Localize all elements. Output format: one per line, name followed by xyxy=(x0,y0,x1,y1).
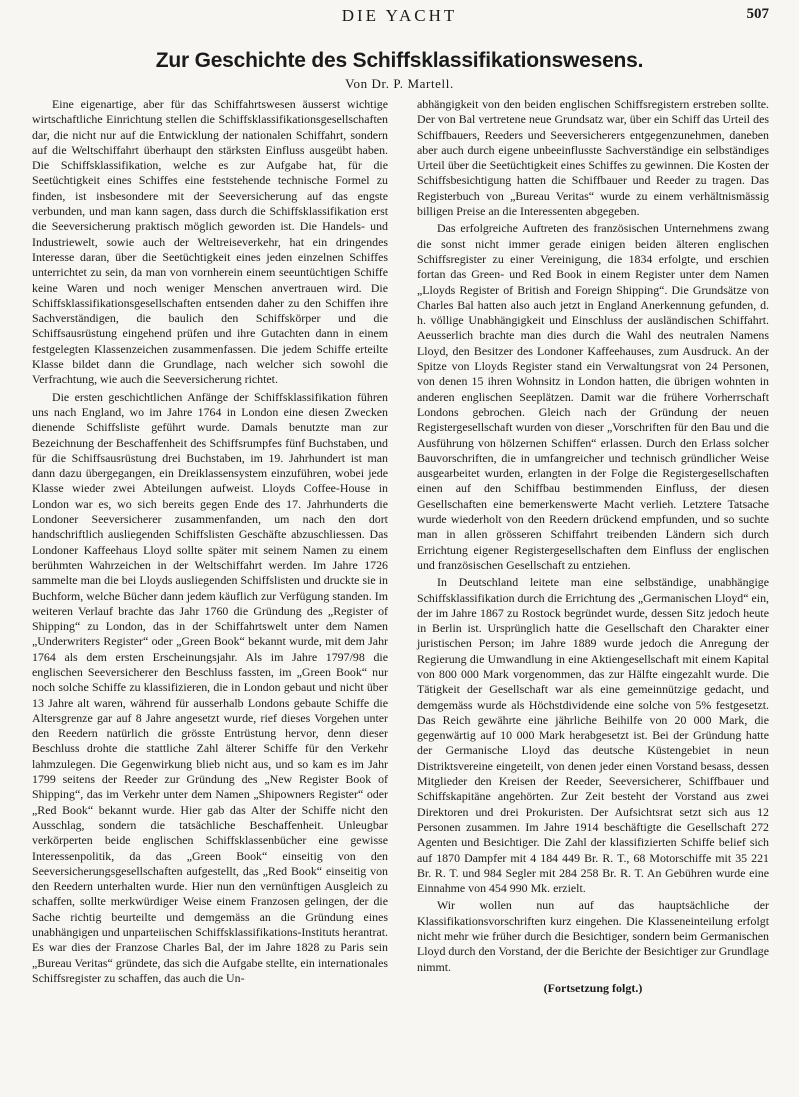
paragraph-continuation: abhängigkeit von den beiden englischen Schiffsregistern erstreben sollte. Der von Bal vertretene neue Grundsatz war, über ein Schiff das Urteil des Schiffbauers, Reeders und Seeversicherers entgegenzunehmen, daneben aber auch durch eigene unbeeinflusste Sachverständige ein selbständiges Urteil über die Seetüchtigkeit eines Schiffes zu gewinnen. Die Kosten der Schiffsbesichtigung hatten die Schiffbauer und Reeder zu tragen. Das Registerbuch von „Bureau Veritas“ wurde zu einem verhältnismässig billigen Preise an die Interessenten abgegeben. xyxy=(417,97,769,219)
paragraph: Das erfolgreiche Auftreten des französischen Unternehmens zwang die sonst nicht immer gerade einigen beiden älteren englischen Schiffsregister zu einer Vereinigung, die 1834 erfolgte, und erschien fortan das Green- und Red Book in einem Register unter dem Namen „Lloyds Register of British and Foreign Shipping“. Die Grundsätze von Charles Bal hatten also auch jetzt in England Anerkennung gefunden, d. h. völlige Unabhängigkeit und Einschluss der ausländischen Schiffahrt. Aeusserlich brachte man dies durch die Wahl des neutralen Namens Lloyd, den Besitzer des Londoner Kaffeehauses, zum Ausdruck. An der Spitze von Lloyds Register stand ein Verwaltungsrat von 24 Personen, von denen 15 ihren Wohnsitz in London hatten, die übrigen wohnten in anderen englischen Seeplätzen. Damit war die frühere Vorherrschaft Londons gebrochen. Gleich nach der Gründung der neuen Registergesellschaft wurden von dieser „Vorschriften für den Bau und die Ausführung von hölzernen Schiffen“ erlassen. Durch den Erlass solcher Bauvorschriften, die in umfangreicher und technisch gründlicher Weise ausgearbeitet wurden, erlangten in der Folge die Registergesellschaften einen auf den Schiffbau bestimmenden Einfluss, der diesen Gesellschaften eine bemerkenswerte Macht verlieh. Letztere Tatsache wurde wiederholt von den Reedern drückend empfunden, und so suchte man in allen grösseren Schiffahrt treibenden Ländern sich durch Errichtung eigener Registergesellschaften dem Einfluss der englischen und französischen Gesellschaft zu entziehen. xyxy=(417,221,769,572)
page-number: 507 xyxy=(746,6,769,22)
journal-name: DIE YACHT xyxy=(341,6,458,25)
article-title: Zur Geschichte des Schiffsklassifikationswesens. xyxy=(155,49,644,72)
continued-note: (Fortsetzung folgt.) xyxy=(543,980,643,995)
paragraph: Wir wollen nun auf das hauptsächliche der Klassifikationsvorschriften kurz eingehen. Die Klasseneinteilung erfolgt nicht mehr wie früher durch die Besichtiger, sondern beim Germanischen Lloyd durch den Vorstand, der die Berichte der Besichtiger zur Grundlage nimmt. xyxy=(417,898,769,974)
paragraph: Die ersten geschichtlichen Anfänge der Schiffsklassifikation führen uns nach England, wo im Jahre 1764 in London eine diesen Zwecken dienende Schiffsliste geführt wurde. Damals benutzte man zur Bezeichnung der Beschaffenheit des Schiffsrumpfes fünf Buchstaben, und für die Schiffsausrüstung drei Buchstaben, im 19. Jahrhundert ist man dann dazu übergegangen, ein Dreiklassensystem einzuführen, wobei jede Klasse wieder zwei Abteilungen aufweist. Lloyds Coffee-House in London war es, wo sich bereits gegen Ende des 17. Jahrhunderts die Londoner Seeversicherer zusammenfanden, um nach den dort handschriftlich ausliegenden Schiffslisten Geschäfte abzuschliessen. Das Londoner Kaffeehaus Lloyd sollte später mit seinem Namen zu einem berühmten Wahrzeichen in der Weltschiffahrt werden. Im Jahre 1726 sammelte man die bei Lloyds ausliegenden Schiffslisten und druckte sie in Buchform, welche Bücher dann jedem käuflich zur Verfügung standen. Im weiteren Verlauf brachte das Jahr 1760 die Gründung des „Register of Shipping“ zu London, das in der Schiffahrtswelt unter dem Namen „Underwriters Register“ oder „Green Book“ bekannt wurde, mit dem Jahr 1764 als dem ersten Erscheinungsjahr. Als im Jahre 1797/98 die englischen Seeversicherer den Beschluss fassten, im „Green Book“ nur noch solche Schiffe zu klassifizieren, die in London gebaut und nicht über 13 Jahre alt waren, während für ausserhalb Londons gebaute Schiffe die Altersgrenze gar auf 8 Jahre angesetzt wurde, rief dieses Vorgehen unter den Reedern natürlich die grösste Entrüstung hervor, denn dieser Beschluss drohte die stattliche Zahl älterer Schiffe für den Verkehr lahmzulegen. Die Gegenwirkung blieb nicht aus, und so kam es im Jahr 1799 seitens der Reeder zur Gründung des „New Register Book of Shipping“, das im Verkehr unter dem Namen „Shipowners Register“ oder „Red Book“ bekannt wurde. Hier gab das Alter der Schiffe nicht den Ausschlag, sondern die tatsächliche Beschaffenheit. Unleugbar verkörperten beide englischen Schiffsklassenbücher eine gewisse Interessenpolitik, da das „Green Book“ einseitig von den Seeversicherungsgesellschaften aufgestellt, das „Red Book“ einseitig von den Reedern unterhalten wurde. Hier nun den vernünftigen Ausgleich zu schaffen, sollte merkwürdiger Weise einem Franzosen gelingen, der die Sache richtig beurteilte und demgemäss an die Gründung eines unabhängigen und unparteiischen Schiffsklassifikations-Instituts herantrat. Es war dies der Franzose Charles Bal, der im Jahre 1828 zu Paris sein „Bureau Veritas“ gründete, das sich die Aufgabe stellte, ein internationales Schiffsregister zu schaffen, das auch die Un- xyxy=(32,389,388,985)
running-header xyxy=(0,6,799,28)
paragraph: In Deutschland leitete man eine selbständige, unabhängige Schiffsklassifikation durch die Errichtung des „Germanischen Lloyd“ ein, der im Jahre 1867 zu Rostock begründet wurde, dessen Sitz jedoch heute in Berlin ist. Ursprünglich hatte die Gesellschaft den Charakter einer juristischen Person; im Jahre 1889 wurde jedoch die Anregung der Regierung die Umwandlung in eine Aktiengesellschaft mit einem Kapital von 800 000 Mark vorgenommen, das zur Hälfte eingezahlt wurde. Die Tätigkeit der Gesellschaft war als eine gemeinnützige gedacht, und demgemäss wurde als Höchstdividende eine solche von 5% festgesetzt. Das Reich gewährte eine jährliche Beihilfe von 20 000 Mark, die gegenwärtig auf 10 000 Mark herabgesetzt ist. Bei der Gründung hatte der Germanische Lloyd das deutsche Küstengebiet in neun Distriktsvereine eingeteilt, von denen jeder einen Vorstand besass, dessen Mitglieder den Kreisen der Reeder, Seeversicherer, Schiffbauer und Schiffskapitäne angehörten. Zur Zeit besteht der Vorstand aus zwei Direktoren und drei Prokuristen. Der Aufsichtsrat setzt sich aus 12 Personen zusammen. Im Jahre 1914 beschäftigte die Gesellschaft 272 Agenten und Besichtiger. Die Zahl der klassifizierten Schiffe belief sich auf 1870 Dampfer mit 4 184 449 Br. R. T., 68 Motorschiffe mit 35 221 Br. R. T. und 984 Segler mit 284 258 Br. R. T. An Gebühren wurde eine Einnahme von 454 990 Mk. erzielt. xyxy=(417,575,769,896)
article-author: Von Dr. P. Martell. xyxy=(345,76,454,91)
paragraph: Eine eigenartige, aber für das Schiffahrtswesen äusserst wichtige wirtschaftliche Einrichtung stellen die Schiffsklassifikationsgesellschaften dar, die nicht nur auf die Entwicklung der nationalen Schiffahrt, sondern auf die Weltschiffahrt überhaupt den stärksten Einfluss ausgeübt haben. Die Schiffsklassifikation, welche es zur Aufgabe hat, für die Seetüchtigkeit eines Schiffes eine feststehende technische Formel zu finden, ist insbesondere mit der Seeversicherung auf das engste verbunden, und man kann sagen, dass durch die Schiffsklassifikation erst die Seeversicherung praktisch möglich geworden ist. Die Handels- und Industriewelt, sowie auch der Weltreiseverkehr, hat ein dringendes Interesse daran, über die Seetüchtigkeit eines jeden einzelnen Schiffes unterrichtet zu sein, da man von vornherein einem seeuntüchtigen Schiffe keine Waren und noch weniger Menschen anvertrauen wird. Die Schiffsklassifikationsgesellschaften entsenden daher zu den Schiffen ihre Sachverständigen, die baulich den Schiffskörper und die Schiffsausrüstung eingehend prüfen und ihre Gutachten dann in einem festgelegten Klassenzeichen zusammenfassen. Die jedem Schiffe erteilte Klasse bildet dann die Grundlage, nach welcher sich sowohl die Verfrachtung, wie auch die Seeversicherung richtet. xyxy=(32,97,388,387)
right-column xyxy=(417,97,769,996)
left-column xyxy=(32,97,388,988)
